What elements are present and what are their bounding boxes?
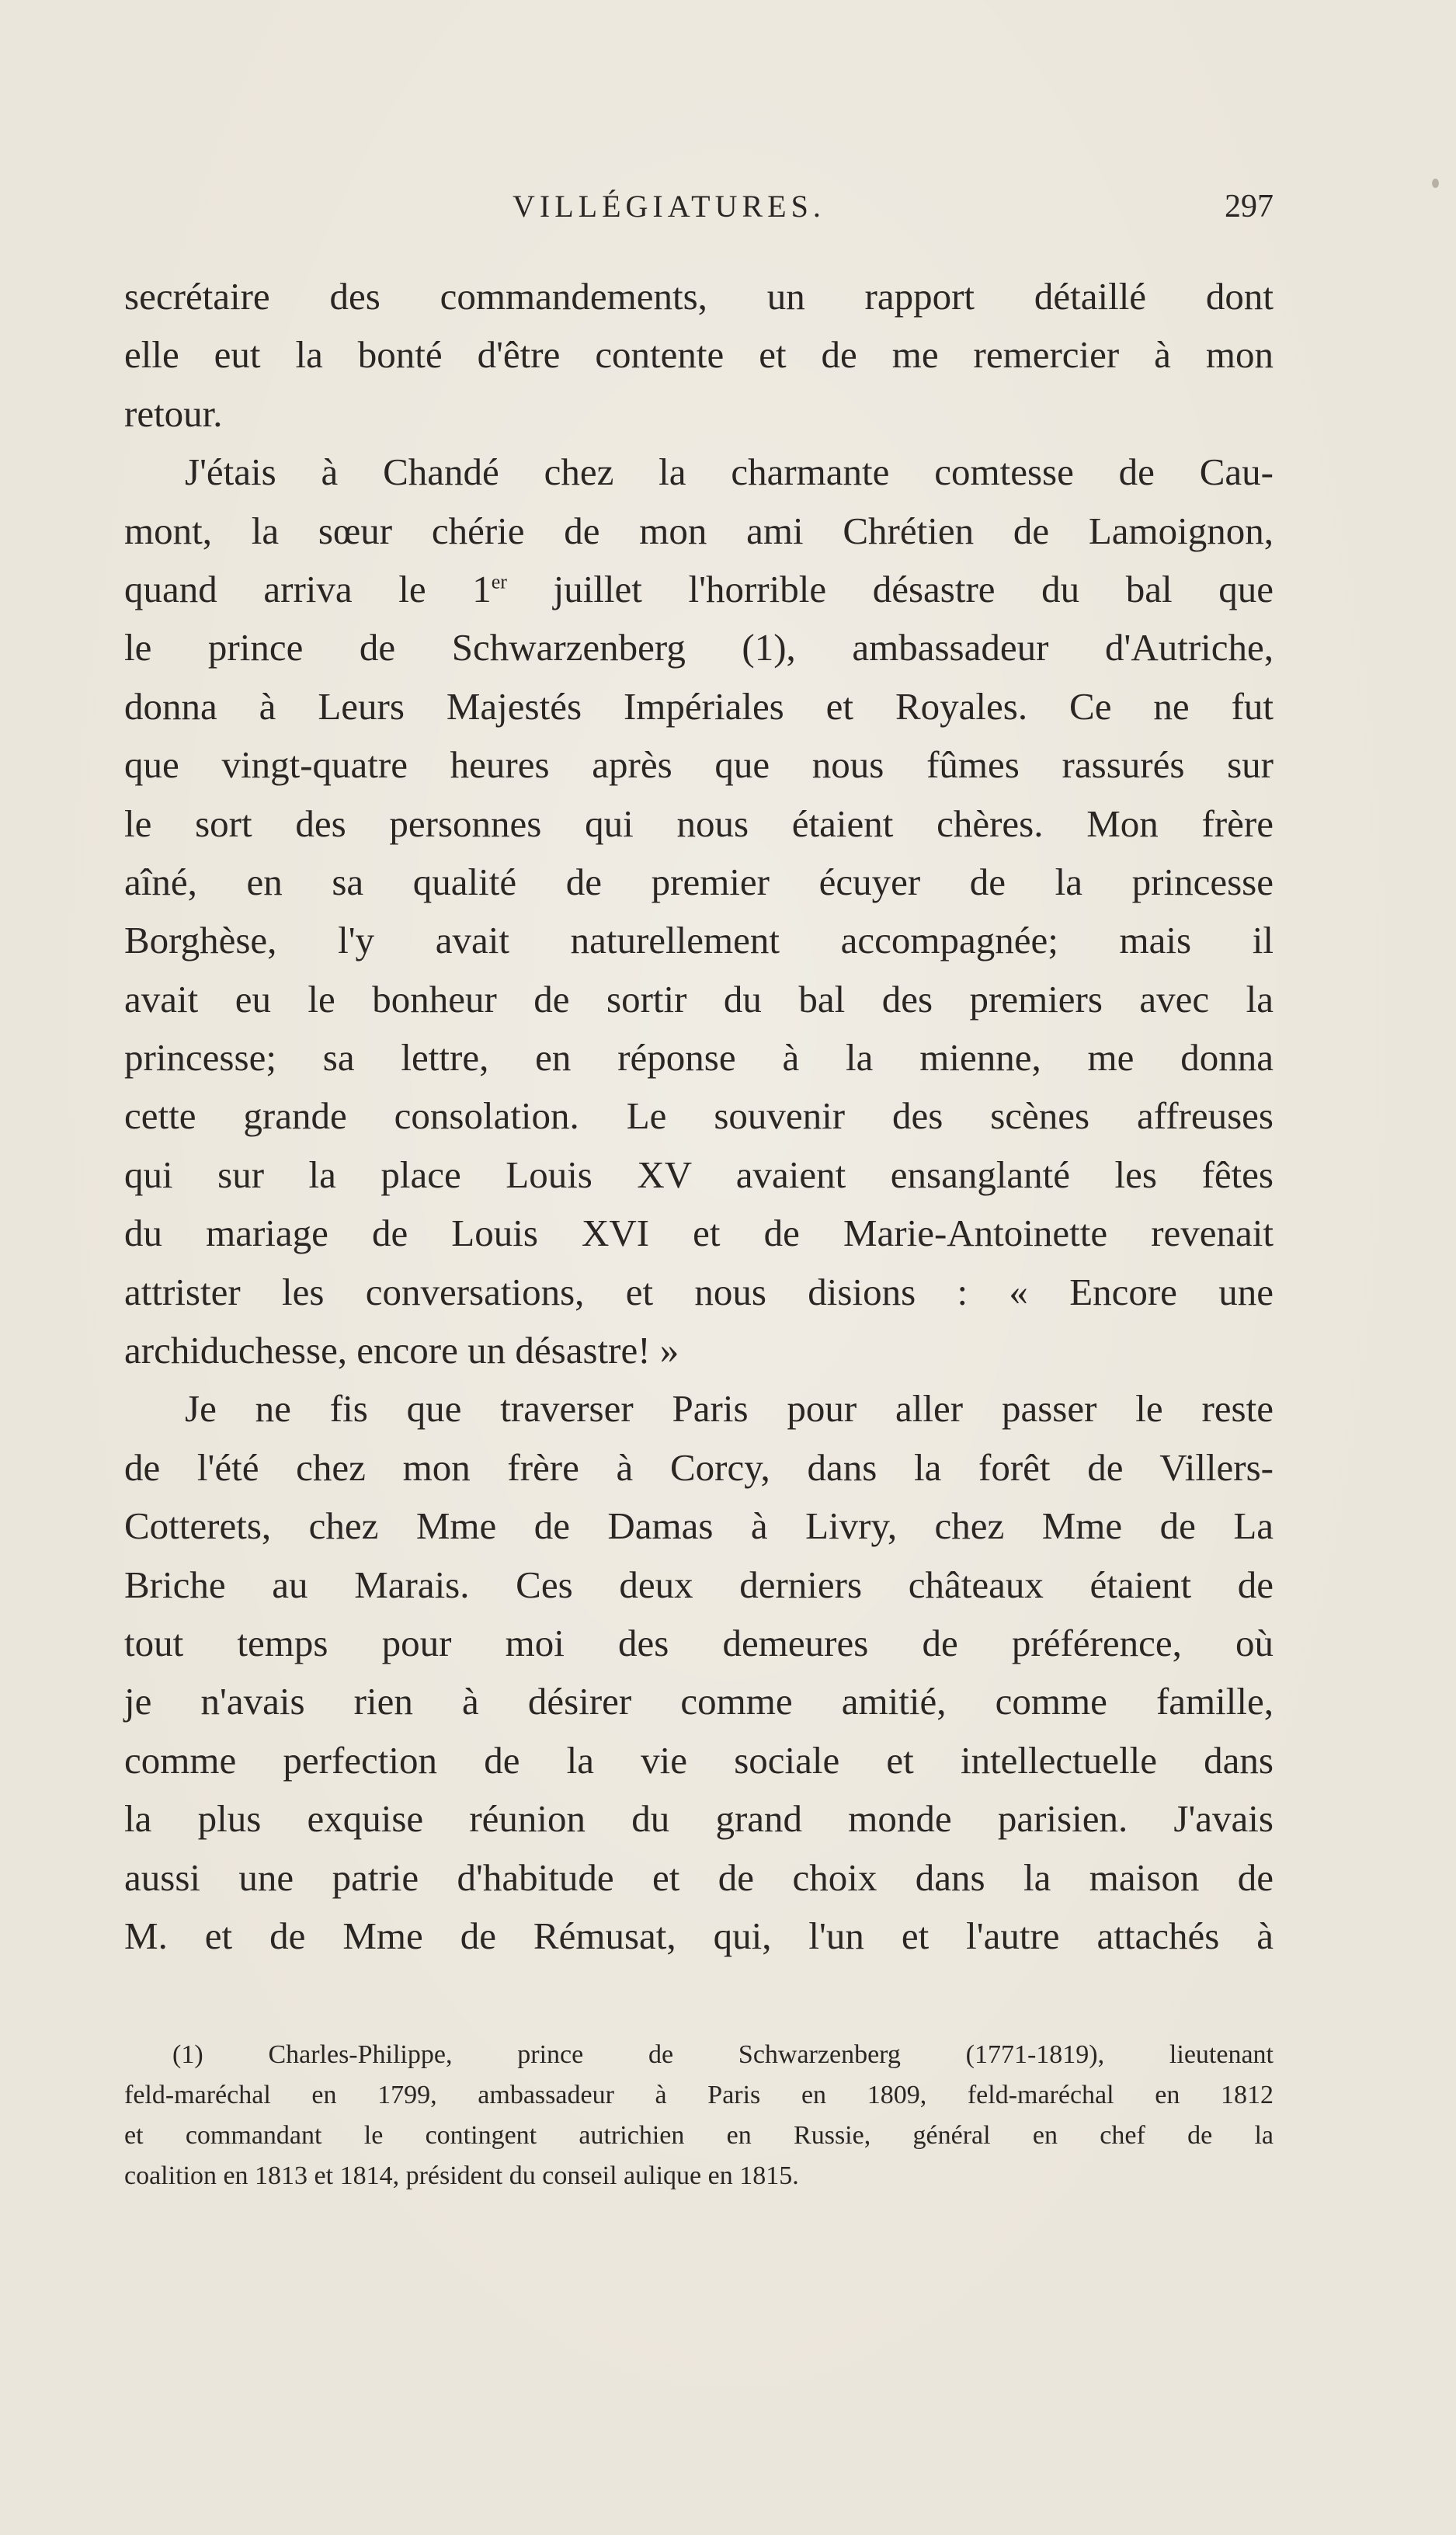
footnote — [124, 2035, 1274, 2196]
text-line: qui sur la place Louis XV avaient ensanglanté les fêtes — [124, 1153, 1274, 1196]
text-line: du mariage de Louis XVI et de Marie-Antoinette revenait — [124, 1212, 1274, 1255]
text-line: aussi une patrie d'habitude et de choix dans la maison de — [124, 1855, 1274, 1899]
text-line: elle eut la bonté d'être contente et de me remercier à mon — [124, 333, 1274, 377]
text-line: la plus exquise réunion du grand monde parisien. J'avais — [124, 1797, 1274, 1841]
ordinal-superscript: er — [491, 570, 507, 593]
text-line: de l'été chez mon frère à Corcy, dans la forêt de Villers- — [124, 1445, 1274, 1489]
text-line: Briche au Marais. Ces deux derniers châteaux étaient de — [124, 1563, 1274, 1606]
text-line-part: quand arriva le 1 — [124, 567, 492, 610]
text-line: avait eu le bonheur de sortir du bal des premiers avec la — [124, 977, 1274, 1021]
text-line: M. et de Mme de Rémusat, qui, l'un et l'autre attachés à — [124, 1914, 1274, 1957]
text-line: donna à Leurs Majestés Impériales et Royales. Ce ne fut — [124, 684, 1274, 728]
running-title: VILLÉGIATURES. — [513, 189, 825, 224]
text-line-with-superscript — [124, 560, 1274, 618]
text-line: J'étais à Chandé chez la charmante comtesse de Cau- — [185, 450, 1274, 494]
text-line: que vingt-quatre heures après que nous fûmes rassurés sur — [124, 743, 1274, 787]
text-line: princesse; sa lettre, en réponse à la mienne, me donna — [124, 1036, 1274, 1080]
text-line: archiduchesse, encore un désastre! » — [124, 1329, 679, 1372]
text-line: Cotterets, chez Mme de Damas à Livry, chez Mme de La — [124, 1504, 1274, 1548]
body-text — [124, 267, 1274, 1965]
paper-speck — [1432, 179, 1439, 188]
text-line: aîné, en sa qualité de premier écuyer de la princesse — [124, 860, 1274, 903]
text-line: secrétaire des commandements, un rapport détaillé dont — [124, 275, 1274, 318]
text-line: le sort des personnes qui nous étaient chères. Mon frère — [124, 802, 1274, 845]
text-line: je n'avais rien à désirer comme amitié, comme famille, — [124, 1680, 1274, 1723]
text-line: attrister les conversations, et nous disions : « Encore une — [124, 1270, 1274, 1313]
page-header — [124, 188, 1274, 235]
text-line: comme perfection de la vie sociale et intellectuelle dans — [124, 1738, 1274, 1782]
text-line: tout temps pour moi des demeures de préférence, où — [124, 1621, 1274, 1664]
page-number: 297 — [1225, 189, 1274, 224]
footnote-line: et commandant le contingent autrichien en Russie, général en chef de la — [124, 2121, 1274, 2150]
text-line: Borghèse, l'y avait naturellement accompagnée; mais il — [124, 919, 1274, 962]
footnote-line: (1) Charles-Philippe, prince de Schwarzenberg (1771-1819), lieutenant — [172, 2040, 1274, 2069]
text-line-part: juillet l'horrible désastre du bal que — [506, 567, 1274, 610]
text-line: le prince de Schwarzenberg (1), ambassadeur d'Autriche, — [124, 626, 1274, 669]
footnote-line: feld-maréchal en 1799, ambassadeur à Paris en 1809, feld-maréchal en 1812 — [124, 2081, 1274, 2109]
text-line: cette grande consolation. Le souvenir des scènes affreuses — [124, 1094, 1274, 1138]
footnote-line: coalition en 1813 et 1814, président du conseil aulique en 1815. — [124, 2161, 799, 2190]
text-line: Je ne fis que traverser Paris pour aller passer le reste — [185, 1387, 1274, 1431]
text-line: retour. — [124, 391, 223, 435]
text-line: mont, la sœur chérie de mon ami Chrétien de Lamoignon, — [124, 509, 1274, 552]
